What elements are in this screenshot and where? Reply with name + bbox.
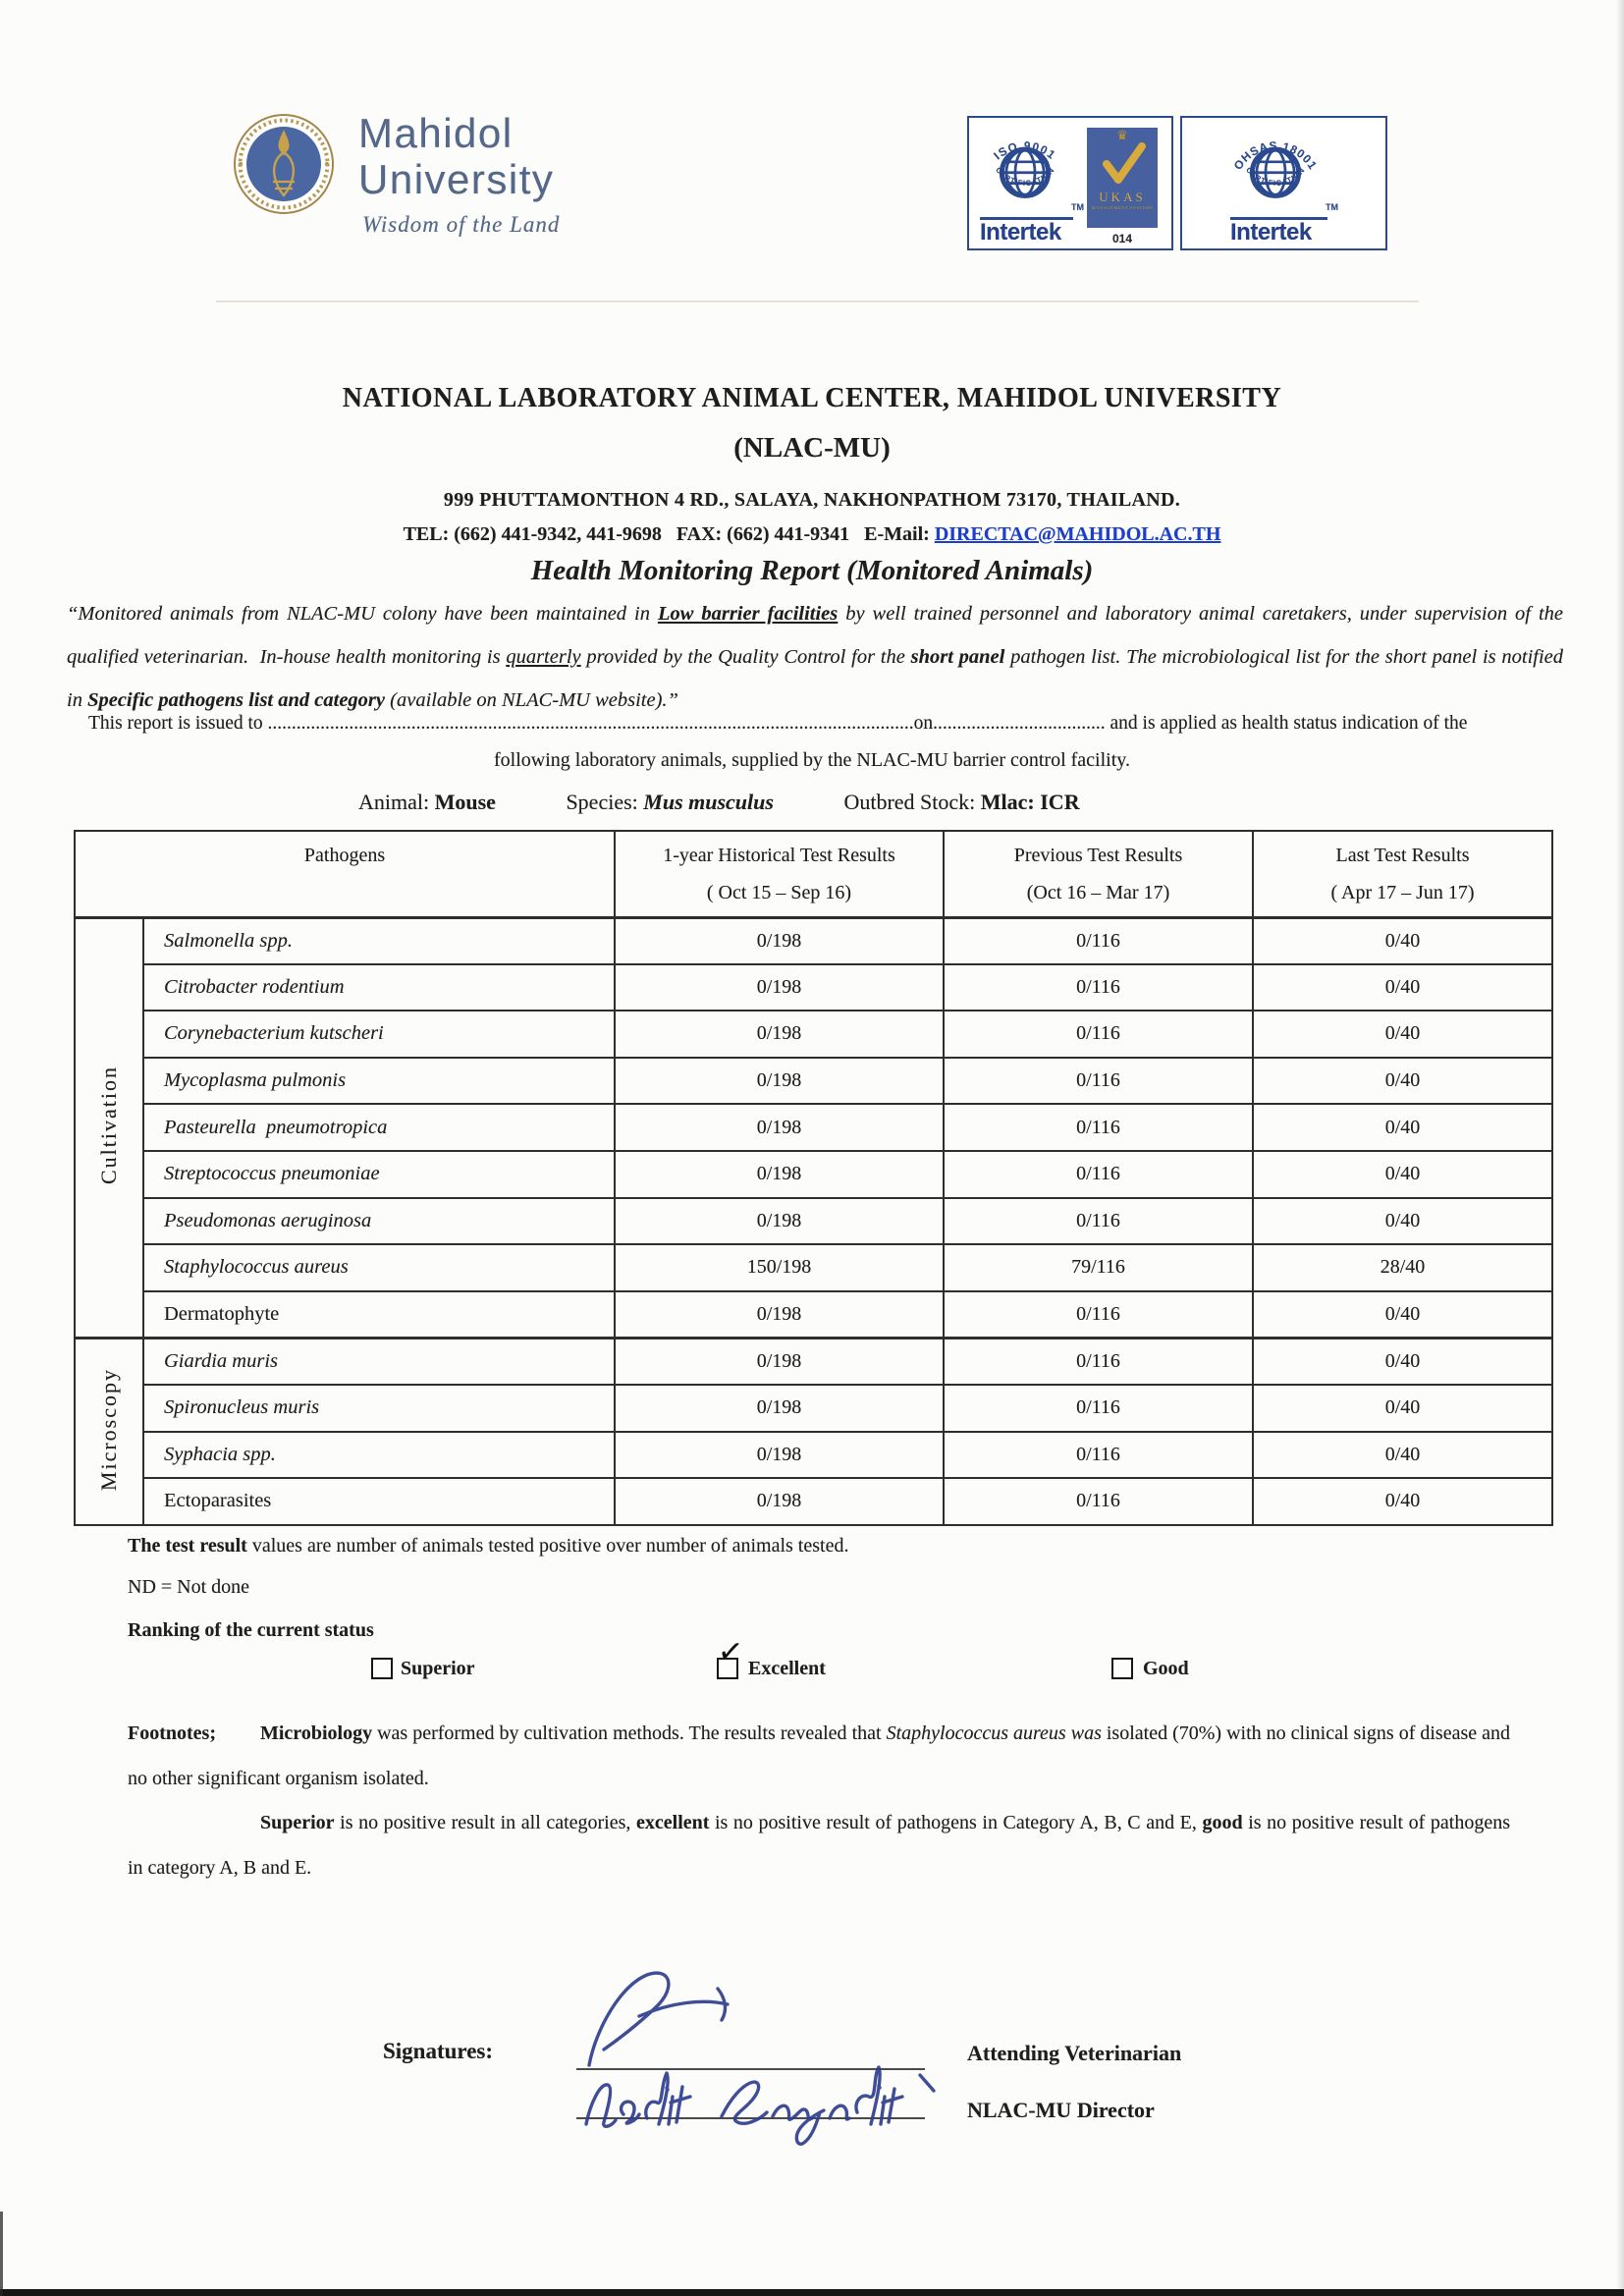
last-value: 0/40 (1253, 964, 1552, 1011)
prev-value: 0/116 (944, 1198, 1253, 1245)
nd-note: ND = Not done (128, 1576, 250, 1598)
intro-seg-quarterly: quarterly (506, 646, 581, 668)
result-explanation-bold: The test result (128, 1535, 247, 1557)
ukas-code: 014 (1111, 232, 1133, 246)
footnote-seg: was performed by cultivation methods. The results revealed that (372, 1722, 887, 1744)
signature-stroke (718, 1989, 725, 2020)
footnote-seg: is no positive result in all categories, (334, 1812, 636, 1833)
prev-value: 0/116 (944, 964, 1253, 1011)
hist-value: 0/198 (615, 964, 944, 1011)
species-label: Species: (566, 790, 644, 814)
footnote-seg: Staphylococcus aureus was (886, 1722, 1102, 1744)
intro-seg-low-barrier: Low barrier facilities (657, 603, 839, 625)
scan-edge-shadow-right (1616, 0, 1624, 2296)
stock-label: Outbred Stock: (843, 790, 981, 814)
pathogen-name: Ectoparasites (143, 1478, 615, 1525)
hist-value: 0/198 (615, 1151, 944, 1198)
prev-value: 0/116 (944, 1338, 1253, 1385)
checkbox-superior-label: Superior (401, 1658, 475, 1679)
table-row (75, 1338, 1552, 1385)
intro-seg: provided by the Quality Control for the (580, 646, 911, 668)
footnote-seg: Microbiology (260, 1722, 373, 1744)
issued-blank-recipient: ....................................................................................................................................... (267, 713, 914, 734)
table-row (75, 1011, 1552, 1058)
pathogen-name: Mycoplasma pulmonis (143, 1058, 615, 1105)
footnote-seg: is no positive result of pathogens in Category A, B, C and E, (709, 1812, 1203, 1833)
last-value: 0/40 (1253, 1478, 1552, 1525)
species-value: Mus musculus (643, 790, 774, 814)
prev-value: 0/116 (944, 1478, 1253, 1525)
table-row (75, 964, 1552, 1011)
table-row (75, 917, 1552, 964)
table-row (75, 1432, 1552, 1479)
intro-seg-short-panel: short panel (910, 646, 1005, 668)
footnote-seg: good (1202, 1812, 1243, 1833)
email-link[interactable]: DIRECTAC@MAHIDOL.AC.TH (934, 523, 1221, 545)
letterhead-divider (216, 301, 1419, 302)
footnote-paragraph-2 (128, 1800, 1510, 1890)
signature-line-2 (576, 2117, 925, 2119)
last-value: 0/40 (1253, 1151, 1552, 1198)
signature-stroke (639, 2001, 728, 2016)
issued-lead: This report is issued to (88, 713, 268, 734)
prev-value: 0/116 (944, 917, 1253, 964)
pathogen-name: Citrobacter rodentium (143, 964, 615, 1011)
prev-value: 0/116 (944, 1058, 1253, 1105)
animal-value: Mouse (434, 790, 496, 814)
footnote-seg: excellent (636, 1812, 710, 1833)
hist-value: 0/198 (615, 1104, 944, 1151)
animal-field (358, 790, 496, 814)
prev-value: 0/116 (944, 1011, 1253, 1058)
globe-icon (1221, 121, 1329, 219)
hist-value: 0/198 (615, 1432, 944, 1479)
signature-stroke (586, 2085, 616, 2126)
signature-line-1 (576, 2068, 925, 2070)
crown-icon: ♛ (1116, 128, 1128, 142)
stock-field (843, 790, 1079, 814)
table-row (75, 1104, 1552, 1151)
contact-prefix: TEL: (662) 441-9342, 441-9698 FAX: (662) 441-9341 E-Mail: (403, 523, 935, 545)
issued-to-line (88, 713, 1591, 735)
signatures-label: Signatures: (383, 2039, 494, 2063)
result-explanation-rest: values are number of animals tested positive over number of animals tested. (246, 1535, 849, 1557)
footnotes-label: Footnotes; (128, 1722, 216, 1744)
checkbox-superior[interactable] (371, 1658, 393, 1679)
hist-value: 0/198 (615, 1385, 944, 1432)
check-icon: ✓ (716, 1632, 745, 1671)
intro-seg: “Monitored animals from NLAC-MU colony have been maintained in (67, 603, 658, 625)
issued-on: on (913, 713, 934, 734)
org-abbreviation: (NLAC-MU) (733, 432, 891, 464)
scan-edge-left (0, 2212, 3, 2296)
pathogen-results-table (74, 830, 1553, 1526)
checkbox-excellent-label: Excellent (748, 1658, 826, 1679)
pathogen-name: Pasteurella pneumotropica (143, 1104, 615, 1151)
logo-tagline: Wisdom of the Land (362, 212, 561, 237)
pathogen-name: Streptococcus pneumoniae (143, 1151, 615, 1198)
species-field (566, 790, 774, 814)
hist-value: 0/198 (615, 917, 944, 964)
prev-value: 0/116 (944, 1432, 1253, 1479)
hist-value: 0/198 (615, 1478, 944, 1525)
handwritten-signatures (545, 1959, 997, 2156)
signature-stroke (796, 2110, 824, 2144)
checkbox-good[interactable] (1111, 1658, 1133, 1679)
group-label-microscopy: Microscopy (75, 1338, 143, 1524)
pathogen-name: Dermatophyte (143, 1291, 615, 1339)
hist-value: 0/198 (615, 1011, 944, 1058)
result-explanation (128, 1535, 848, 1558)
pathogen-name: Syphacia spp. (143, 1432, 615, 1479)
org-address: 999 PHUTTAMONTHON 4 RD., SALAYA, NAKHONPATHOM 73170, THAILAND. (443, 489, 1181, 511)
last-value: 0/40 (1253, 1011, 1552, 1058)
mahidol-university-emblem (233, 113, 335, 215)
signature-stroke (622, 2102, 639, 2123)
ranking-heading: Ranking of the current status (128, 1619, 374, 1641)
last-value: 0/40 (1253, 1432, 1552, 1479)
intro-seg: by well trained personnel and laboratory animal caretakers, under supervision of the qualified veterinarian. In-house health monitoring is (67, 603, 1563, 668)
subject-line (358, 790, 1145, 815)
intertek-wordmark: Intertek (1230, 219, 1312, 246)
signature-stroke (920, 2075, 934, 2091)
col-header-previous: Previous Test Results (Oct 16 – Mar 17) (944, 831, 1253, 917)
table-header-row (75, 831, 1552, 917)
col-header-pathogens: Pathogens (75, 831, 615, 917)
prev-value: 0/116 (944, 1385, 1253, 1432)
org-name: NATIONAL LABORATORY ANIMAL CENTER, MAHIDOL UNIVERSITY (342, 383, 1282, 413)
intro-seg-specific-pathogens: Specific pathogens list and category (87, 689, 386, 711)
hist-value: 0/198 (615, 1338, 944, 1385)
last-value: 0/40 (1253, 1198, 1552, 1245)
prev-value: 0/116 (944, 1291, 1253, 1339)
signature-role-nlac-mu-director: NLAC-MU Director (967, 2098, 1155, 2122)
hist-value: 0/198 (615, 1291, 944, 1339)
pathogen-name: Corynebacterium kutscheri (143, 1011, 615, 1058)
pathogen-name: Giardia muris (143, 1338, 615, 1385)
cert-arc-bottom-label: CERTIFICATION (1244, 165, 1307, 189)
mahidol-university-wordmark (358, 110, 554, 202)
last-value: 0/40 (1253, 1338, 1552, 1385)
ukas-name: UKAS (1099, 190, 1146, 204)
signature-stroke (667, 2088, 668, 2090)
last-value: 0/40 (1253, 1385, 1552, 1432)
group-label-cultivation: Cultivation (75, 917, 143, 1338)
logo-name-line1: Mahidol (358, 110, 514, 156)
table-row (75, 1198, 1552, 1245)
table-row (75, 1058, 1552, 1105)
pathogen-name: Staphylococcus aureus (143, 1244, 615, 1291)
prev-value: 0/116 (944, 1151, 1253, 1198)
cert-arc-top-label: ISO 9001 (991, 138, 1059, 163)
prev-value: 79/116 (944, 1244, 1253, 1291)
footnote-paragraph-1 (128, 1711, 1510, 1801)
report-title: Health Monitoring Report (Monitored Animals) (530, 555, 1094, 586)
last-value: 28/40 (1253, 1244, 1552, 1291)
footnote-seg: is no positive result of pathogens in category A, B and E. (128, 1812, 1511, 1879)
trademark-symbol: TM (1326, 202, 1338, 212)
table-row (75, 1151, 1552, 1198)
intertek-wordmark: Intertek (980, 219, 1061, 246)
cert-arc-top-label: OHSAS 18001 (1230, 138, 1321, 173)
stock-value: Mlac: ICR (980, 790, 1080, 814)
pathogen-name: Salmonella spp. (143, 917, 615, 964)
footnote-seg: isolated (70%) with no clinical signs of disease and no other significant organism isolated. (128, 1722, 1511, 1789)
intro-seg: (available on NLAC-MU website).” (385, 689, 678, 711)
col-header-last: Last Test Results ( Apr 17 – Jun 17) (1253, 831, 1552, 917)
intro-seg: pathogen list. The microbiological list for the short panel is notified in (67, 646, 1564, 711)
prev-value: 0/116 (944, 1104, 1253, 1151)
cert-badge-iso9001 (967, 116, 1173, 250)
checkbox-good-label: Good (1143, 1658, 1189, 1679)
signature-stroke (669, 2097, 673, 2124)
last-value: 0/40 (1253, 917, 1552, 964)
cert-badge-ohsas18001 (1180, 116, 1387, 250)
last-value: 0/40 (1253, 1291, 1552, 1339)
pathogen-name: Spironucleus muris (143, 1385, 615, 1432)
globe-icon (971, 121, 1079, 219)
intro-paragraph (67, 592, 1563, 722)
hist-value: 150/198 (615, 1244, 944, 1291)
col-header-historical: 1-year Historical Test Results ( Oct 15 – Sep 16) (615, 831, 944, 917)
ukas-accreditation-badge (1087, 128, 1158, 228)
signature-stroke (856, 2067, 880, 2124)
scan-edge-bottom (0, 2289, 1624, 2296)
issued-tail: and is applied as health status indication of the (1105, 713, 1468, 734)
signature-stroke (589, 1973, 669, 2065)
issued-line2: following laboratory animals, supplied by the NLAC-MU barrier control facility. (494, 749, 1130, 771)
table-row (75, 1244, 1552, 1291)
pathogen-name: Pseudomonas aeruginosa (143, 1198, 615, 1245)
org-contact-line (66, 523, 1558, 546)
table-row (75, 1291, 1552, 1339)
issued-blank-date: .................................... (933, 713, 1106, 734)
svg-text:OHSAS 18001 (1231, 138, 1321, 172)
last-value: 0/40 (1253, 1104, 1552, 1151)
footnote-seg: Superior (260, 1812, 335, 1833)
hist-value: 0/198 (615, 1198, 944, 1245)
trademark-symbol: TM (1071, 202, 1084, 212)
signature-role-attending-veterinarian: Attending Veterinarian (967, 2041, 1182, 2065)
animal-label: Animal: (358, 790, 435, 814)
logo-name-line2: University (358, 156, 555, 202)
hist-value: 0/198 (615, 1058, 944, 1105)
table-row (75, 1478, 1552, 1525)
check-icon (1093, 142, 1152, 184)
ukas-subtitle: MANAGEMENT SYSTEMS (1091, 205, 1154, 210)
last-value: 0/40 (1253, 1058, 1552, 1105)
table-row (75, 1385, 1552, 1432)
cert-arc-bottom-label: CERTIFICATION (994, 165, 1056, 189)
